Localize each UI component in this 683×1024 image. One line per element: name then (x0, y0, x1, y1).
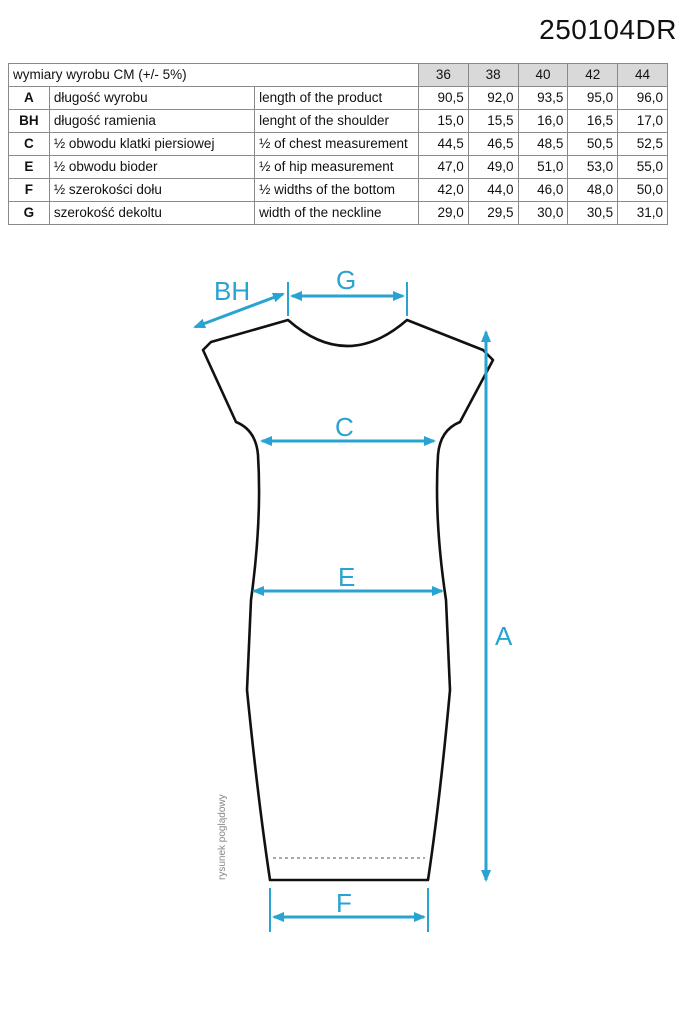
row-value: 44,0 (468, 179, 518, 202)
a-label: A (495, 621, 513, 651)
size-40: 40 (518, 64, 568, 87)
row-value: 17,0 (618, 110, 668, 133)
row-value: 44,5 (419, 133, 469, 156)
size-44: 44 (618, 64, 668, 87)
row-value: 96,0 (618, 87, 668, 110)
size-header-row (9, 64, 668, 87)
row-code: F (9, 179, 50, 202)
row-value: 48,0 (568, 179, 618, 202)
row-label-pl: szerokość dekoltu (49, 202, 254, 225)
g-label: G (336, 265, 357, 295)
illustrative-drawing-note: rysunek poglądowy (217, 794, 228, 880)
row-value: 15,5 (468, 110, 518, 133)
size-table (8, 63, 668, 225)
row-code: C (9, 133, 50, 156)
row-value: 16,0 (518, 110, 568, 133)
table-row (9, 202, 668, 225)
row-value: 31,0 (618, 202, 668, 225)
size-38: 38 (468, 64, 518, 87)
row-value: 29,0 (419, 202, 469, 225)
e-label: E (338, 562, 356, 592)
row-code: E (9, 156, 50, 179)
row-value: 49,0 (468, 156, 518, 179)
row-value: 50,0 (618, 179, 668, 202)
row-value: 90,5 (419, 87, 469, 110)
table-row (9, 156, 668, 179)
row-value: 95,0 (568, 87, 618, 110)
row-value: 50,5 (568, 133, 618, 156)
row-label-en: ½ of hip measurement (255, 156, 419, 179)
row-value: 48,5 (518, 133, 568, 156)
row-label-pl: ½ szerokości dołu (49, 179, 254, 202)
row-value: 15,0 (419, 110, 469, 133)
row-code: A (9, 87, 50, 110)
size-42: 42 (568, 64, 618, 87)
bh-label: BH (214, 276, 251, 306)
row-value: 46,0 (518, 179, 568, 202)
row-value: 30,0 (518, 202, 568, 225)
row-value: 30,5 (568, 202, 618, 225)
row-label-pl: długość wyrobu (49, 87, 254, 110)
row-label-en: ½ widths of the bottom (255, 179, 419, 202)
row-value: 29,5 (468, 202, 518, 225)
table-row (9, 110, 668, 133)
row-label-en: width of the neckline (255, 202, 419, 225)
row-label-pl: długość ramienia (49, 110, 254, 133)
f-label: F (336, 888, 352, 918)
table-row (9, 179, 668, 202)
product-code: 250104DR (539, 14, 677, 45)
row-label-en: ½ of chest measurement (255, 133, 419, 156)
row-code: BH (9, 110, 50, 133)
table-row (9, 87, 668, 110)
row-code: G (9, 202, 50, 225)
row-value: 93,5 (518, 87, 568, 110)
table-row (9, 133, 668, 156)
c-label: C (335, 412, 354, 442)
row-value: 92,0 (468, 87, 518, 110)
table-header-label: wymiary wyrobu CM (+/- 5%) (9, 64, 419, 87)
row-value: 42,0 (419, 179, 469, 202)
dress-outline (203, 320, 493, 880)
row-value: 55,0 (618, 156, 668, 179)
row-value: 51,0 (518, 156, 568, 179)
dress-diagram (0, 250, 683, 1024)
row-value: 46,5 (468, 133, 518, 156)
row-value: 16,5 (568, 110, 618, 133)
row-label-pl: ½ obwodu klatki piersiowej (49, 133, 254, 156)
row-value: 52,5 (618, 133, 668, 156)
size-36: 36 (419, 64, 469, 87)
row-label-pl: ½ obwodu bioder (49, 156, 254, 179)
row-label-en: lenght of the shoulder (255, 110, 419, 133)
row-value: 47,0 (419, 156, 469, 179)
row-label-en: length of the product (255, 87, 419, 110)
row-value: 53,0 (568, 156, 618, 179)
